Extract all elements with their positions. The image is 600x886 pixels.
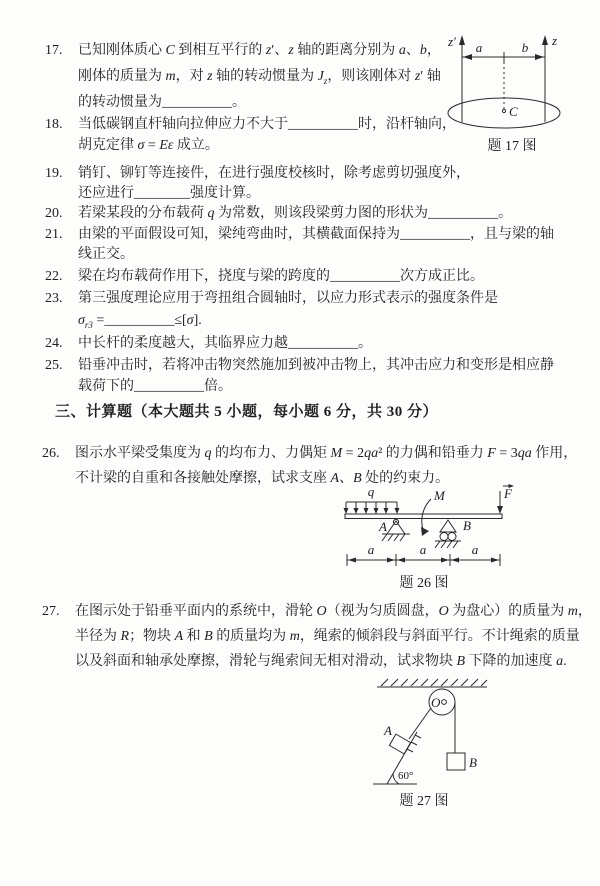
question-17 xyxy=(45,38,445,116)
dim-a3-label: a xyxy=(471,542,479,557)
distributed-load xyxy=(344,502,400,514)
question-text-line: 已知刚体质心 C 到相互平行的 z′、z 轴的距离分别为 a、b， xyxy=(78,43,441,58)
figure-17 xyxy=(446,32,598,163)
moment-arrow xyxy=(421,499,431,536)
dim-a1-label: a xyxy=(367,542,375,557)
support-B-label: B xyxy=(463,518,471,533)
moment-M-label: M xyxy=(434,488,445,503)
question-19 xyxy=(45,164,582,204)
question-number: 24. xyxy=(45,336,63,351)
question-text-line: 若梁某段的分布载荷 q 为常数，则该段梁剪力图的形状为__________。 xyxy=(78,206,512,221)
rope-incline-segment xyxy=(409,708,431,739)
question-text-line: 不计梁的自重和各接触处摩擦，试求支座 A、B 处的约束力。 xyxy=(75,471,450,486)
question-text-line: 刚体的质量为 m，对 z 轴的转动惯量为 $J_z$，则该刚体对 z′ 轴 xyxy=(78,69,441,86)
question-text-line: 图示水平梁受集度为 q 的均布力、力偶矩 M = 2qa² 的力偶和铅垂力 F = 3qa 作用， xyxy=(75,446,578,461)
question-formula-line: $\sigma_{r3}$ =__________≤[σ]. xyxy=(78,313,202,330)
question-number: 17. xyxy=(45,43,63,58)
question-text-line: 当低碳钢直杆轴向拉伸应力不大于__________时，沿杆轴向， xyxy=(78,117,456,132)
figure-27-caption: 题 27 图 xyxy=(399,794,449,809)
question-text-line: 胡克定律 σ = Eε 成立。 xyxy=(78,138,219,153)
section-heading: 三、计算题（本大题共 5 小题，每小题 6 分，共 30 分） xyxy=(55,404,439,420)
question-24 xyxy=(45,333,582,354)
question-25 xyxy=(45,355,582,397)
question-number: 19. xyxy=(45,166,63,181)
block-B xyxy=(447,753,465,770)
question-18 xyxy=(45,114,456,156)
question-23 xyxy=(45,288,582,332)
force-F-label: F xyxy=(504,486,512,501)
beam xyxy=(345,514,502,519)
dim-b-label: b xyxy=(521,40,529,55)
beam-diagram xyxy=(335,483,585,591)
question-text-line: 由梁的平面假设可知，梁纯弯曲时，其横截面保持为__________，且与梁的轴 xyxy=(78,227,554,242)
load-q-label: q xyxy=(367,484,375,499)
question-text-line: 线正交。 xyxy=(78,247,134,262)
z-prime-axis xyxy=(459,35,465,122)
pulley-system-diagram xyxy=(343,672,528,814)
figure-27 xyxy=(343,672,528,819)
centroid-dot xyxy=(502,109,505,112)
question-number: 22. xyxy=(45,269,63,284)
dim-a-label: a xyxy=(475,40,483,55)
question-number: 21. xyxy=(45,227,63,242)
question-text-line: 铅垂冲击时，若将冲击物突然施加到被冲击物上，其冲击应力和变形是相应静 xyxy=(78,358,554,373)
question-text-line: 销钉、铆钉等连接件，在进行强度校核时，除考虑剪切强度外， xyxy=(78,166,470,181)
question-text-line: 在图示处于铅垂平面内的系统中，滑轮 O（视为匀质圆盘，O 为盘心）的质量为 m， xyxy=(75,604,592,619)
centroid-label: C xyxy=(509,104,518,119)
block-B-label: B xyxy=(469,755,477,770)
support-A-label: A xyxy=(379,519,387,534)
question-text-line: 的转动惯量为__________。 xyxy=(78,95,246,110)
angle-label: 60° xyxy=(398,770,414,782)
figure-26-caption: 题 26 图 xyxy=(399,576,449,591)
question-number: 23. xyxy=(45,291,63,306)
figure-26 xyxy=(335,483,585,596)
z-label: z xyxy=(552,33,558,48)
question-number: 18. xyxy=(45,117,63,132)
figure-17-caption: 题 17 图 xyxy=(487,139,537,154)
question-20 xyxy=(45,203,582,224)
question-text-line: 梁在均布载荷作用下，挠度与梁的跨度的__________次方成正比。 xyxy=(78,269,484,284)
incline xyxy=(373,732,421,784)
z-axis xyxy=(542,35,548,122)
question-text-line: 中长杆的柔度越大，其临界应力越__________。 xyxy=(78,336,372,351)
question-27 xyxy=(42,599,592,674)
question-21 xyxy=(45,225,582,265)
question-number: 20. xyxy=(45,206,63,221)
z-prime-label: z′ xyxy=(448,34,456,49)
question-number: 25. xyxy=(45,358,63,373)
question-text-line: 半径为 R；物块 A 和 B 的质量均为 m，绳索的倾斜段与斜面平行。不计绳索的质量 xyxy=(75,629,580,644)
question-text-line: 以及斜面和轴承处摩擦，滑轮与绳索间无相对滑动，试求物块 B 下降的加速度 a. xyxy=(75,654,567,669)
dim-a2-label: a xyxy=(419,542,427,557)
pulley-O-label: O xyxy=(431,695,441,710)
ceiling xyxy=(377,679,487,687)
roller-support-B xyxy=(435,520,461,548)
question-number: 26. xyxy=(42,446,60,461)
question-text-line: 还应进行________强度计算。 xyxy=(78,186,260,201)
question-text-line: 载荷下的__________倍。 xyxy=(78,379,232,394)
question-22 xyxy=(45,266,582,287)
rigid-body-diagram xyxy=(446,32,598,158)
question-number: 27. xyxy=(42,604,60,619)
block-A-label: A xyxy=(384,723,392,738)
block-A xyxy=(389,734,410,754)
question-text-line: 第三强度理论应用于弯扭组合圆轴时，以应力形式表示的强度条件是 xyxy=(78,291,498,306)
